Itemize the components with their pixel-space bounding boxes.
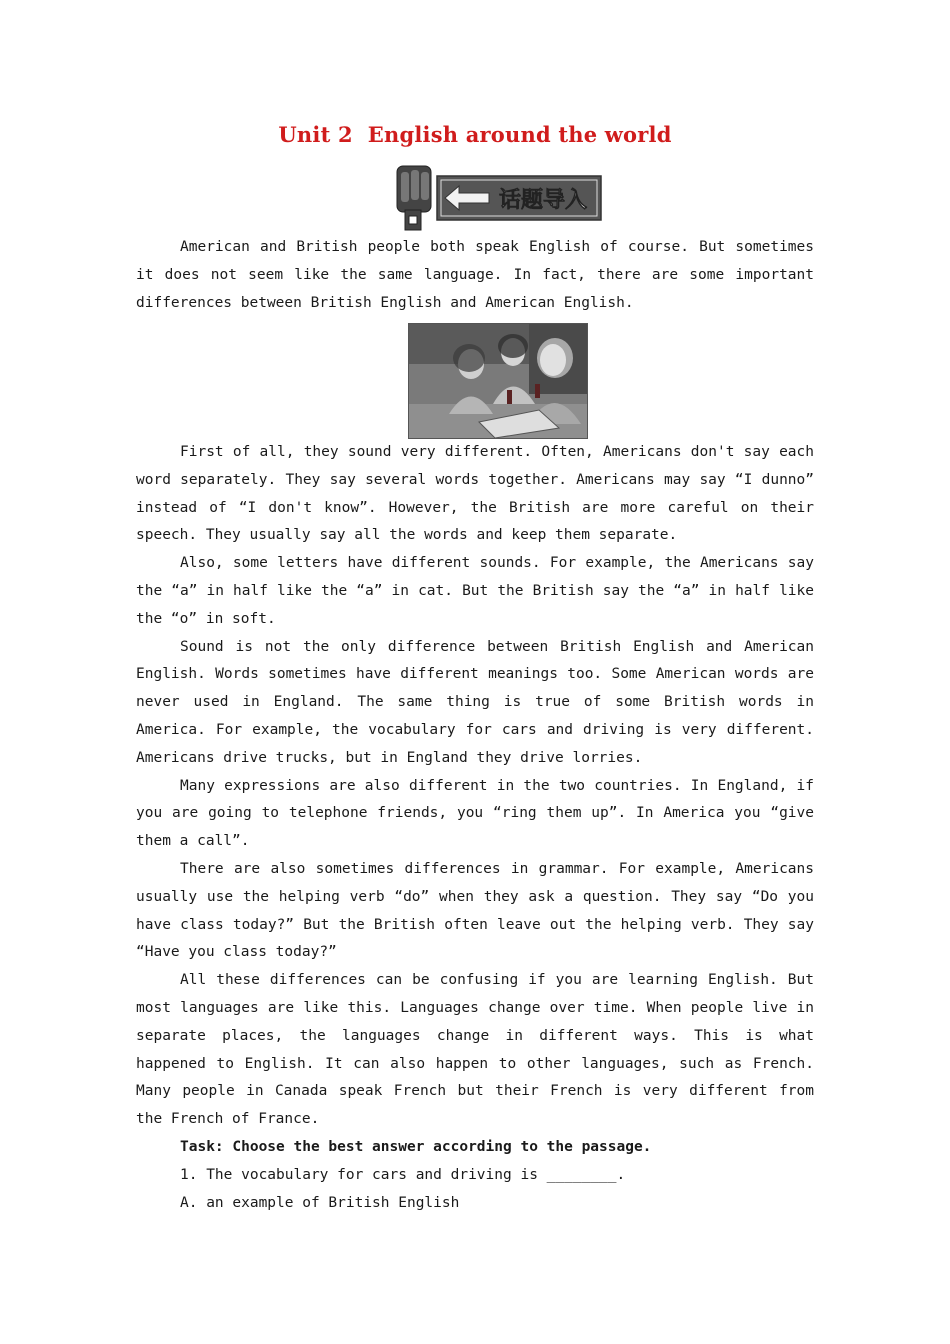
intro-paragraph-block	[136, 234, 814, 317]
question-1: 1. The vocabulary for cars and driving is ________.	[180, 1166, 626, 1183]
pointing-hand-icon	[397, 166, 431, 230]
banner-label: 话题导入	[498, 188, 588, 213]
passage-paragraph: Also, some letters have different sounds. For example, the Americans say the “a” in half like the “a” in cat. But the British say the “a” in half like the “o” in soft.	[136, 555, 814, 627]
intro-paragraph: American and British people both speak English of course. But sometimes it does not seem like the same language. In fact, there are some important differences between British English and American English.	[136, 239, 814, 311]
question-1-option-a: A. an example of British English	[180, 1194, 460, 1211]
passage-paragraph: Many expressions are also different in the two countries. In England, if you are going to telephone friends, you “ring them up”. In America you “give them a call”.	[136, 777, 814, 850]
passage-body	[136, 439, 814, 1217]
page-title: Unit 2 English around the world	[278, 122, 672, 147]
passage-paragraph: There are also sometimes differences in grammar. For example, Americans usually use the helping verb “do” when they ask a question. They say “Do you have class today?” But the British often leave out the helping verb. They say “Have you class today?”	[136, 860, 814, 961]
passage-paragraph: First of all, they sound very different. Often, Americans don't say each word separately. They say several words together. Americans may say “I dunno” instead of “I don't know”. However, the British are more careful on their speech. They usually say all the words and keep them separate.	[136, 444, 814, 544]
topic-intro-banner	[393, 162, 605, 234]
task-instruction: Task: Choose the best answer according to the passage.	[180, 1138, 652, 1155]
passage-paragraph: All these differences can be confusing if you are learning English. But most languages are like this. Languages change over time. When people live in separate places, the languages change in different ways. This is what happened to English. It can also happen to other languages, such as French. Many people in Canada speak French but their French is very different from the French of France.	[136, 972, 814, 1128]
three-women-at-laptop-photo	[408, 323, 588, 439]
passage-paragraph: Sound is not the only difference between British English and American English. Words sometimes have different meanings too. Some American words are never used in England. The same thing is true of some British words in America. For example, the vocabulary for cars and driving is very different. Americans drive trucks, but in England they drive lorries.	[136, 638, 814, 766]
